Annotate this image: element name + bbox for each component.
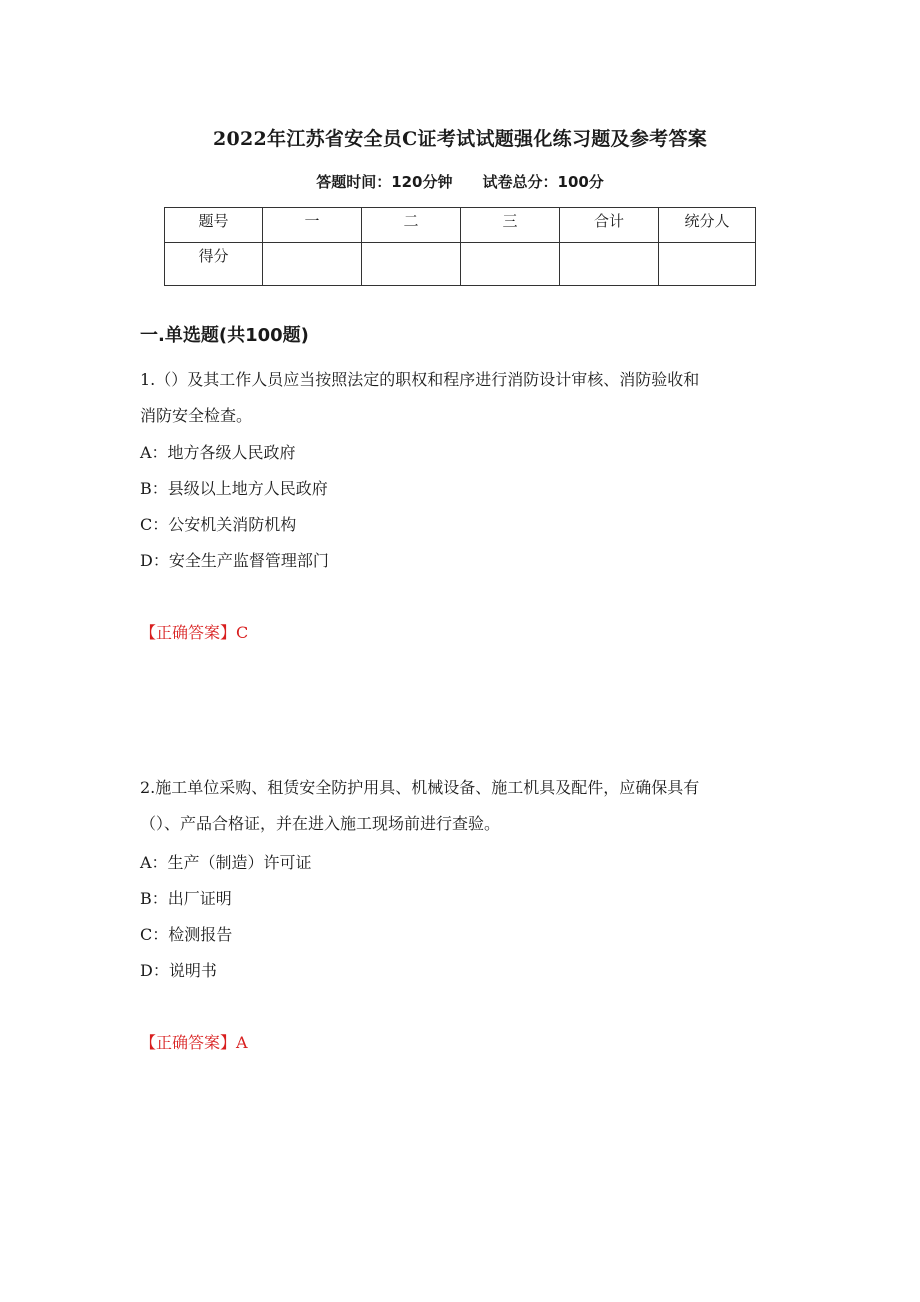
- question-stem-line: 1.（）及其工作人员应当按照法定的职权和程序进行消防设计审核、消防验收和: [140, 370, 700, 389]
- question-1-option-d: D：安全生产监督管理部门: [140, 551, 329, 570]
- question-1-stem: [140, 362, 790, 434]
- question-stem-line: 2.施工单位采购、租赁安全防护用具、机械设备、施工机具及配件，应确保具有: [140, 778, 700, 797]
- score-cell: [659, 243, 756, 286]
- score-table-header-row: [165, 208, 756, 243]
- score-table-header-cell: 统分人: [659, 208, 756, 243]
- question-stem-line: （）、产品合格证，并在进入施工现场前进行查验。: [140, 814, 501, 833]
- exam-total-score: 试卷总分：100分: [482, 173, 604, 191]
- score-table-header-cell: 合计: [560, 208, 659, 243]
- score-cell: [263, 243, 362, 286]
- page-title: 2022年江苏省安全员C证考试试题强化练习题及参考答案: [212, 128, 708, 150]
- score-cell: [560, 243, 659, 286]
- score-table-header-cell: 题号: [165, 208, 263, 243]
- score-table-row-label: 得分: [165, 243, 263, 286]
- question-1-option-c: C：公安机关消防机构: [140, 515, 297, 534]
- question-2-option-a: A：生产（制造）许可证: [140, 853, 312, 872]
- score-cell: [362, 243, 461, 286]
- score-table-header-cell: 二: [362, 208, 461, 243]
- score-table-header-cell: 三: [461, 208, 560, 243]
- question-1-option-a: A：地方各级人民政府: [140, 443, 296, 462]
- score-table-header-cell: 一: [263, 208, 362, 243]
- question-1-option-b: B：县级以上地方人民政府: [140, 479, 328, 498]
- question-2-option-b: B：出厂证明: [140, 889, 232, 908]
- question-2-option-c: C：检测报告: [140, 925, 233, 944]
- question-2-option-d: D：说明书: [140, 961, 217, 980]
- score-cell: [461, 243, 560, 286]
- section-heading: 一.单选题(共100题): [140, 325, 309, 346]
- exam-time: 答题时间：120分钟: [316, 173, 453, 191]
- question-2-answer: 【正确答案】A: [140, 1033, 248, 1052]
- score-table: [164, 207, 756, 286]
- score-table-score-row: [165, 243, 756, 286]
- question-stem-line: 消防安全检查。: [140, 406, 253, 425]
- question-2-stem: [140, 770, 790, 842]
- question-1-answer: 【正确答案】C: [140, 623, 249, 642]
- exam-meta: [0, 171, 920, 192]
